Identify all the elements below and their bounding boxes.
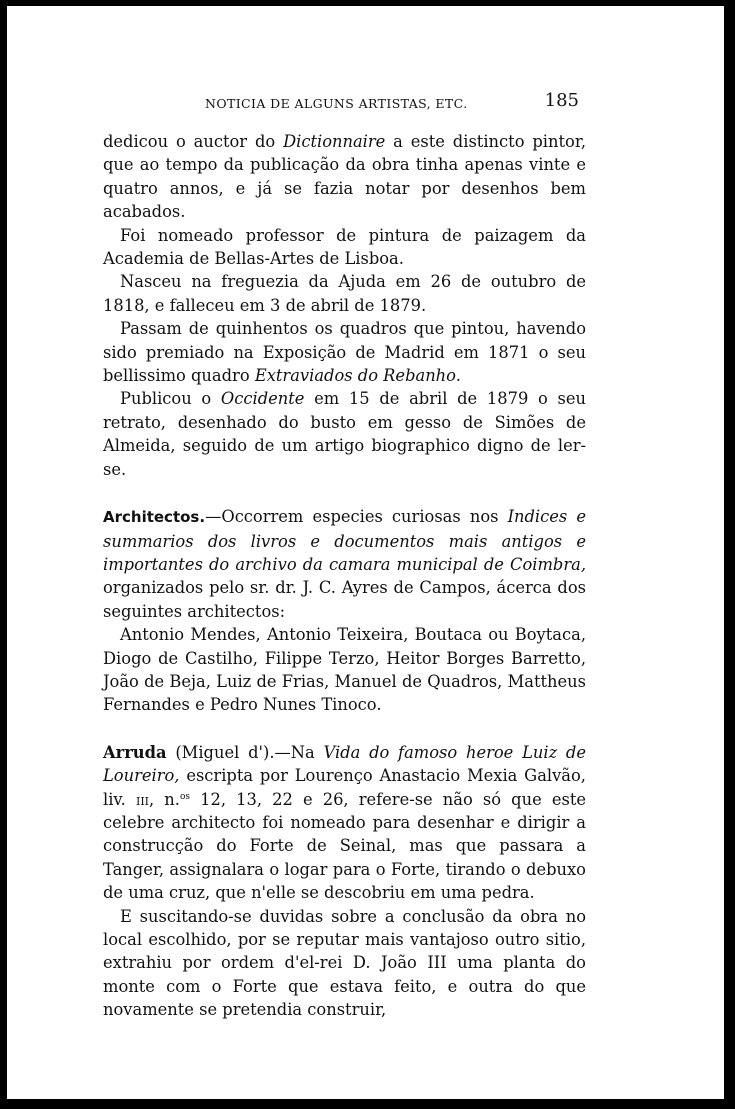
entry-heading: Arruda xyxy=(103,742,167,762)
book-page xyxy=(7,6,724,1099)
running-header xyxy=(97,90,579,118)
page-number: 185 xyxy=(544,90,579,111)
paragraph: dedicou o auctor do Dictionnaire a este distincto pintor, que ao tempo da publicação da obra tinha apenas vinte e quatro annos, e já se fazia notar por desenhos bem acabados. xyxy=(103,132,586,222)
entry-arruda: Arruda (Miguel d').—Na Vida do famoso heroe Luiz de Loureiro, escripta por Lourenço Anastacio Mexia Galvão, liv. iii, n.$^{os}$ 12, 13, 22 e 26, refere-se não só que este celebre architecto foi nomeado para desenhar e dirigir a construcção do Forte de Seinal, mas que passara a Tanger, assignalara o logar para o Forte, tirando o debuxo de uma cruz, que n'elle se descobriu em uma pedra. xyxy=(103,742,587,903)
paragraph: Publicou o Occidente em 15 de abril de 1879 o seu retrato, desenhado do busto em gesso de Simões de Almeida, seguido de um artigo biographico digno de ler-se. xyxy=(103,389,586,479)
paragraph: Foi nomeado professor de pintura de paizagem da Academia de Bellas-Artes de Lisboa. xyxy=(103,225,586,269)
body-text xyxy=(103,130,586,1022)
running-title: NOTICIA DE ALGUNS ARTISTAS, ETC. xyxy=(205,96,468,111)
entry-architectos: Architectos.—Occorrem especies curiosas nos Indices e summarios dos livros e documentos mais antigos e importantes do archivo da camara municipal de Coimbra, organizados pelo sr. dr. J. C. Ayres de Campos, ácerca dos seguintes architectos: xyxy=(103,507,586,621)
architect-list: Antonio Mendes, Antonio Teixeira, Boutaca ou Boytaca, Diogo de Castilho, Filippe Terzo, Heitor Borges Barretto, João de Beja, Luiz de Frias, Manuel de Quadros, Mattheus Fernandes e Pedro Nunes Tinoco. xyxy=(103,625,586,715)
paragraph: Nasceu na freguezia da Ajuda em 26 de outubro de 1818, e falleceu em 3 de abril de 1879. xyxy=(103,272,586,315)
paragraph: E suscitando-se duvidas sobre a conclusão da obra no local escolhido, por se reputar mais vantajoso outro sitio, extrahiu por ordem d'el-rei D. João III uma planta do monte com o Forte que estava feito, e outra do que novamente se pretendia construir, xyxy=(103,906,586,1020)
entry-heading: Architectos. xyxy=(103,508,206,527)
paragraph: Passam de quinhentos os quadros que pintou, havendo sido premiado na Exposição de Madrid em 1871 o seu bellissimo quadro Extraviados do Rebanho. xyxy=(103,319,586,386)
